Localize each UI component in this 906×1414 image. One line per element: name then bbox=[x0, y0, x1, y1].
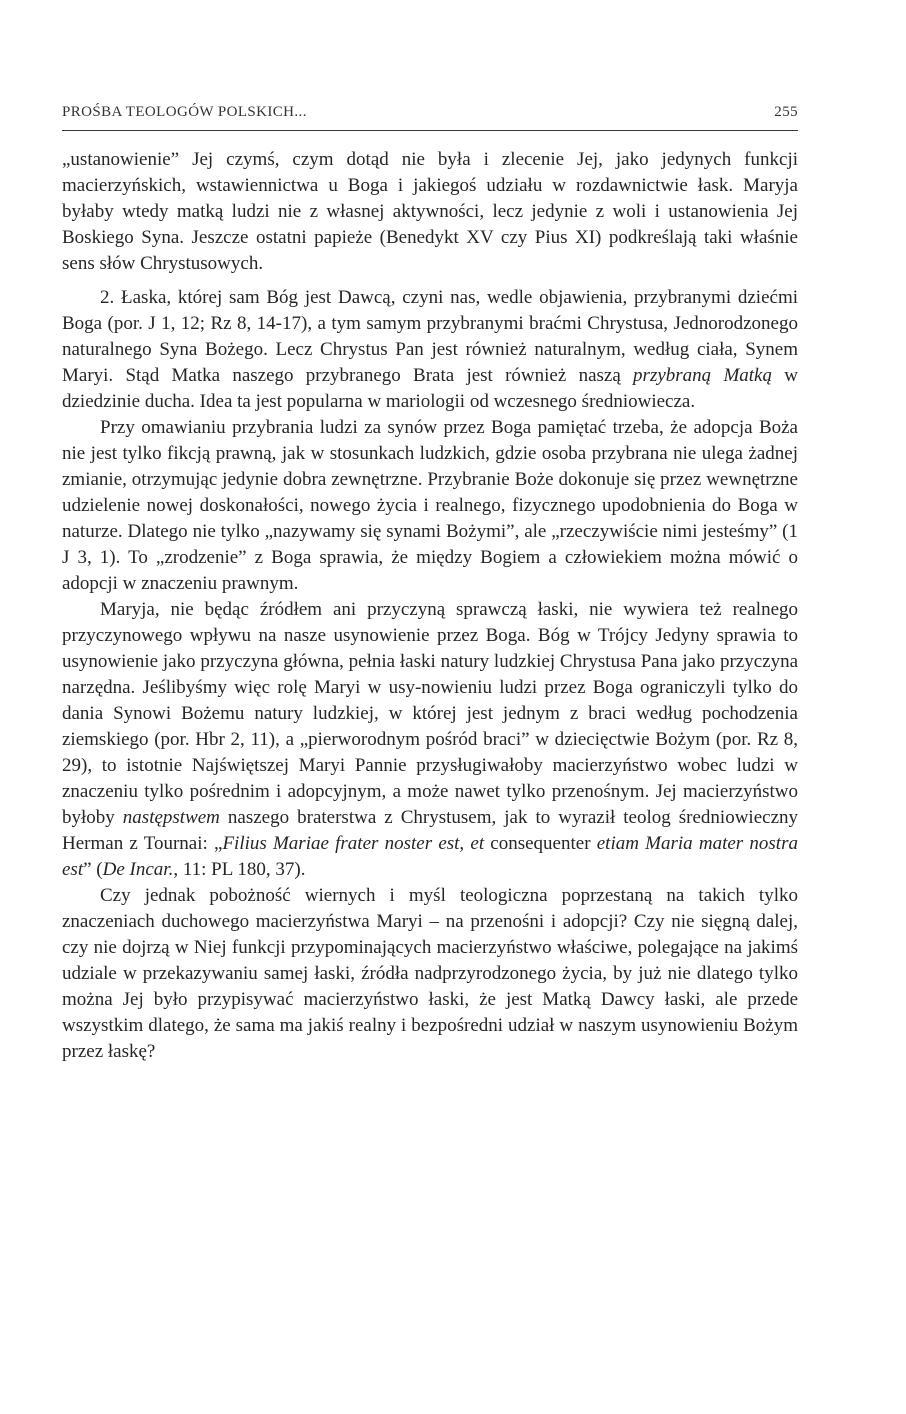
paragraph-4 bbox=[62, 597, 798, 883]
paragraph-2-part-a: 2. Łaska, której sam Bóg jest Dawcą, czyni nas, wedle objawienia, przybranymi dziećmi Boga (por. J 1, 12; Rz 8, 14-17), a tym samym przybranymi braćmi Chrystusa, Jednorodzonego naturalnego Syna Bożego. Lecz Chrystus Pan jest również naturalnym, według ciała, Synem Maryi. Stąd Matka naszego przybranego Brata jest również naszą bbox=[62, 287, 798, 386]
latin-quote-2: etiam Maria mater nostra est bbox=[62, 833, 798, 880]
paragraph-5: Czy jednak pobożność wiernych i myśl teologiczna poprzestaną na takich tylko znaczeniach duchowego macierzyństwa Maryi – na przenośni i adopcji? Czy nie sięgną dalej, czy nie dojrzą w Niej funkcji przypominających macierzyństwo właściwe, polegające na jakimś udziale w przekazywaniu samej łaski, źródła nadprzyrodzonego życia, by już nie dlatego tylko można Jej było przypisywać macierzyństwo łaski, że jest Matką Dawcy łaski, ale przede wszystkim dlatego, że sama ma jakiś realny i bezpośredni udział w naszym usynowieniu Bożym przez łaskę? bbox=[62, 885, 798, 1062]
paragraph-4-part-c: naszego braterstwa z Chrystusem, jak to wyraził teolog średniowieczny Herman z Tournai: „ bbox=[62, 807, 799, 854]
paragraph-3: Przy omawianiu przybrania ludzi za synów przez Boga pamiętać trzeba, że adopcja Boża nie jest tylko fikcją prawną, jak w stosunkach ludzkich, gdzie osoba przybrana nie ulega żadnej zmianie, otrzymując jedynie dobra zewnętrzne. Przybranie Boże dokonuje się przez wewnętrzne udzielenie nowej doskonałości, nowego życia i realnego, fizycznego upodobnienia do Boga w naturze. Dlatego nie tylko „nazywamy się synami Bożymi”, ale „rzeczywiście nimi jesteśmy” (1 J 3, 1). To „zrodzenie” z Boga sprawia, że między Bogiem a człowiekiem można mówić o adopcji w znaczeniu prawnym. bbox=[62, 417, 798, 594]
page-number: 255 bbox=[774, 104, 798, 120]
paragraph-4-part-a: Maryja, nie będąc źródłem ani przyczyną sprawczą łaski, nie wywiera też realnego przyczynowego wpływu na nasze usynowienie przez Boga. Bóg w Trójcy Jedyny sprawia to usynowienie jako przyczyna główna, pełnia łaski natury ludzkiej Chrystusa Pana jako przyczyna narzędna. Jeślibyśmy więc rolę Maryi w usy-nowieniu ludzi przez Boga ograniczyli tylko do dania Synowi Bożemu natury ludzkiej, w której jest jednym z braci według pochodzenia ziemskiego (por. Hbr 2, 11), a „pierworodnym pośród braci” w dziecięctwie Bożym (por. Rz 8, 29), to istotnie Najświętszej Maryi Pannie przysługiwałoby macierzyństwo wobec ludzi w znaczeniu tylko pośrednim i adopcyjnym, a może nawet tylko przenośnym. Jej macierzyństwo byłoby bbox=[62, 599, 798, 828]
paragraph-4-part-e: consequenter bbox=[484, 833, 597, 854]
paragraph-2-italic: przybraną Matką bbox=[633, 365, 772, 386]
paragraph-4-italic-nastepstwem: następstwem bbox=[122, 807, 220, 828]
latin-quote-1: Filius Mariae frater noster est, et bbox=[222, 833, 485, 854]
citation-title: De Incar. bbox=[102, 859, 174, 880]
book-page bbox=[62, 104, 798, 1065]
paragraph-4-part-g: ” ( bbox=[83, 859, 103, 880]
paragraph-4-part-i: , 11: PL 180, 37). bbox=[173, 859, 306, 880]
paragraph-1: „ustanowienie” Jej czymś, czym dotąd nie była i zlecenie Jej, jako jedynych funkcji macierzyńskich, wstawiennictwa u Boga i jakiegoś udziału w rozdawnictwie łask. Maryja byłaby wtedy matką ludzi nie z własnej aktywności, lecz jedynie z woli i ustanowienia Jej Boskiego Syna. Jeszcze ostatni papieże (Benedykt XV czy Pius XI) podkreślają taki właśnie sens słów Chrystusowych. bbox=[62, 149, 798, 274]
running-title: PROŚBA TEOLOGÓW POLSKICH... bbox=[62, 104, 307, 120]
main-text bbox=[62, 147, 798, 1065]
header-rule bbox=[62, 130, 798, 131]
running-header bbox=[62, 104, 798, 130]
paragraph-2-part-c: w dziedzinie ducha. Idea ta jest popularna w mariologii od wczesnego średniowiecza. bbox=[62, 365, 798, 412]
paragraph-2 bbox=[62, 285, 798, 415]
